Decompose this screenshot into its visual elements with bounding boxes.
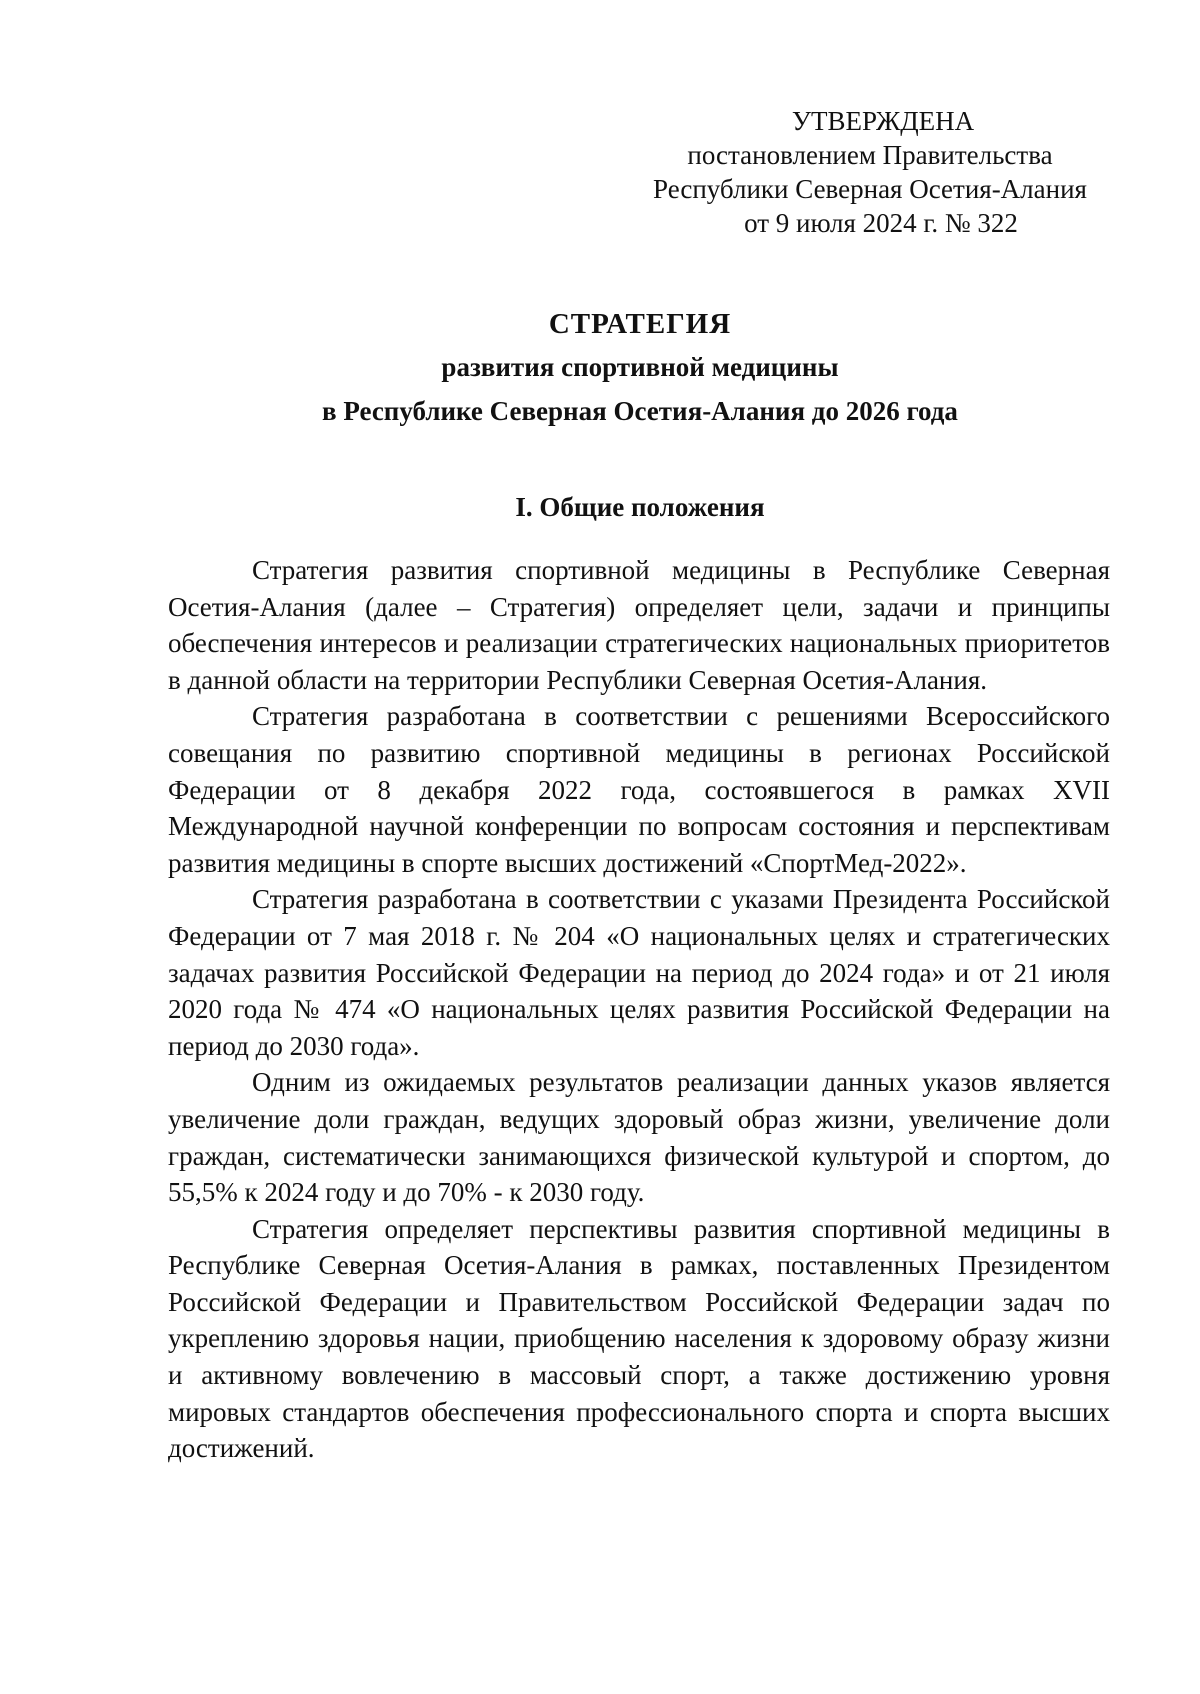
paragraph-1: Стратегия развития спортивной медицины в Республике Северная Осетия-Алания (далее – Стратегия) определяет цели, задачи и принципы обеспечения интересов и реализации стратегических национальных приоритетов в данной области на территории Республики Северная Осетия-Алания. — [168, 555, 1110, 695]
paragraph-5: Стратегия определяет перспективы развития спортивной медицины в Республике Северная Осетия-Алания в рамках, поставленных Президентом Российской Федерации и Правительством Российской Федерации задач по укреплению здоровья нации, приобщению населения к здоровому образу жизни и активному вовлечению в массовый спорт, а также достижению уровня мировых стандартов обеспечения профессионального спорта и спорта высших достижений. — [168, 1213, 1110, 1464]
document-subtitle-line-2: в Республике Северная Осетия-Алания до 2026 года — [322, 396, 958, 426]
document-title-block — [170, 305, 1110, 431]
document-body — [168, 552, 1110, 1467]
document-title: СТРАТЕГИЯ — [548, 308, 732, 340]
approval-resolution: постановлением Правительства — [687, 140, 1053, 170]
paragraph-3: Стратегия разработана в соответствии с указами Президента Российской Федерации от 7 мая 2018 г. № 204 «О национальных целях и стратегических задачах развития Российской Федерации на период до 2024 года» и от 21 июля 2020 года № 474 «О национальных целях развития Российской Федерации на период до 2030 года». — [168, 884, 1110, 1061]
paragraph-4: Одним из ожидаемых результатов реализации данных указов является увеличение доли граждан, ведущих здоровый образ жизни, увеличение доли граждан, систематически занимающихся физической культурой и спортом, до 55,5% к 2024 году и до 70% - к 2030 году. — [168, 1067, 1110, 1208]
approval-government: Республики Северная Осетия-Алания — [653, 174, 1087, 204]
document-subtitle-line-1: развития спортивной медицины — [441, 352, 839, 382]
approval-heading: УТВЕРЖДЕНА — [791, 106, 975, 136]
approval-date-number: от 9 июля 2024 г. № 322 — [744, 208, 1018, 238]
section-heading: I. Общие положения — [515, 492, 765, 522]
paragraph-2: Стратегия разработана в соответствии с решениями Всероссийского совещания по развитию спортивной медицины в регионах Российской Федерации от 8 декабря 2022 года, состоявшегося в рамках XVII Международной научной конференции по вопросам состояния и перспективам развития медицины в спорте высших достижений «СпортМед-2022». — [168, 701, 1110, 878]
approval-stamp — [620, 104, 1120, 240]
